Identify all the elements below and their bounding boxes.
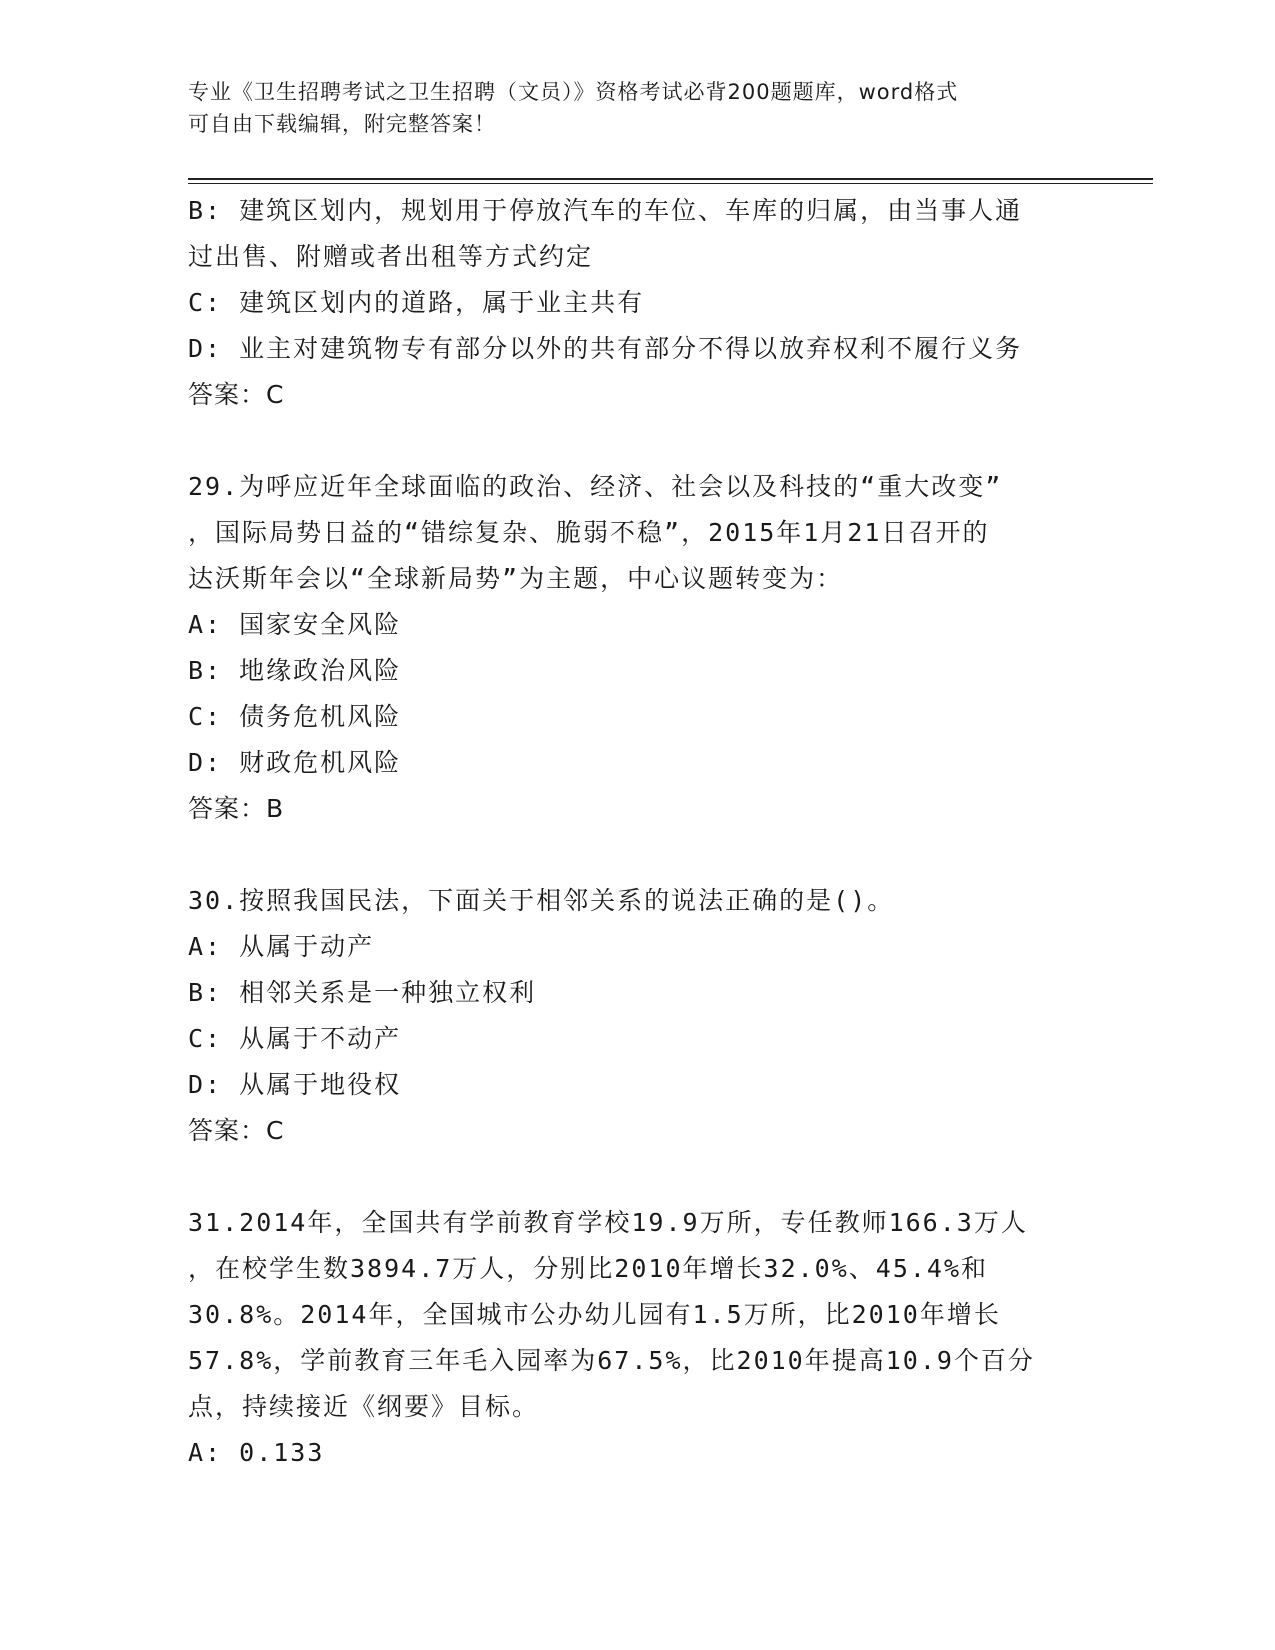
option-a: A: 0.133 — [188, 1438, 325, 1467]
header-divider-thick — [188, 178, 1153, 180]
header-title-line-1: 专业《卫生招聘考试之卫生招聘（文员）》资格考试必背200题题库，word格式 — [188, 80, 959, 104]
document-header — [188, 76, 1088, 140]
option-d: D: 财政危机风险 — [188, 748, 402, 777]
question-stem-line-2: ，在校学生数3894.7万人，分别比2010年增长32.0%、45.4%和 — [188, 1254, 989, 1283]
option-b: B: 相邻关系是一种独立权利 — [188, 978, 537, 1007]
spacer — [188, 418, 1128, 464]
answer: 答案：C — [188, 380, 285, 409]
question-block-31 — [188, 1200, 1128, 1476]
question-block-30 — [188, 878, 1128, 1154]
option-c: C: 从属于不动产 — [188, 1024, 402, 1053]
question-stem-line-1: 31.2014年，全国共有学前教育学校19.9万所，专任教师166.3万人 — [188, 1208, 1028, 1237]
answer: 答案：B — [188, 794, 285, 823]
option-a: A: 从属于动产 — [188, 932, 375, 961]
question-block-29 — [188, 464, 1128, 832]
option-c: C: 建筑区划内的道路，属于业主共有 — [188, 288, 645, 317]
question-stem-line-3: 达沃斯年会以“全球新局势”为主题，中心议题转变为： — [188, 564, 844, 593]
option-b-line-2: 过出售、附赠或者出租等方式约定 — [188, 242, 594, 271]
header-divider-thin — [188, 183, 1153, 184]
question-content — [188, 188, 1128, 1476]
option-d: D: 业主对建筑物专有部分以外的共有部分不得以放弃权利不履行义务 — [188, 334, 1023, 363]
option-a: A: 国家安全风险 — [188, 610, 402, 639]
question-stem-line-2: ，国际局势日益的“错综复杂、脆弱不稳”，2015年1月21日召开的 — [188, 518, 990, 547]
option-b: B: 地缘政治风险 — [188, 656, 402, 685]
header-title-line-2: 可自由下载编辑，附完整答案！ — [188, 112, 496, 136]
question-stem-line-1: 29.为呼应近年全球面临的政治、经济、社会以及科技的“重大改变” — [188, 472, 1003, 501]
question-stem-line-3: 30.8%。2014年，全国城市公办幼儿园有1.5万所，比2010年增长 — [188, 1300, 1001, 1329]
option-c: C: 债务危机风险 — [188, 702, 402, 731]
spacer — [188, 832, 1128, 878]
question-stem-line-1: 30.按照我国民法，下面关于相邻关系的说法正确的是()。 — [188, 886, 895, 915]
answer: 答案：C — [188, 1116, 285, 1145]
option-b-line-1: B: 建筑区划内，规划用于停放汽车的车位、车库的归属，由当事人通 — [188, 196, 1023, 225]
question-stem-line-4: 57.8%，学前教育三年毛入园率为67.5%，比2010年提高10.9个百分 — [188, 1346, 1035, 1375]
spacer — [188, 1154, 1128, 1200]
question-stem-line-5: 点，持续接近《纲要》目标。 — [188, 1392, 540, 1421]
question-block-28 — [188, 188, 1128, 418]
option-d: D: 从属于地役权 — [188, 1070, 402, 1099]
